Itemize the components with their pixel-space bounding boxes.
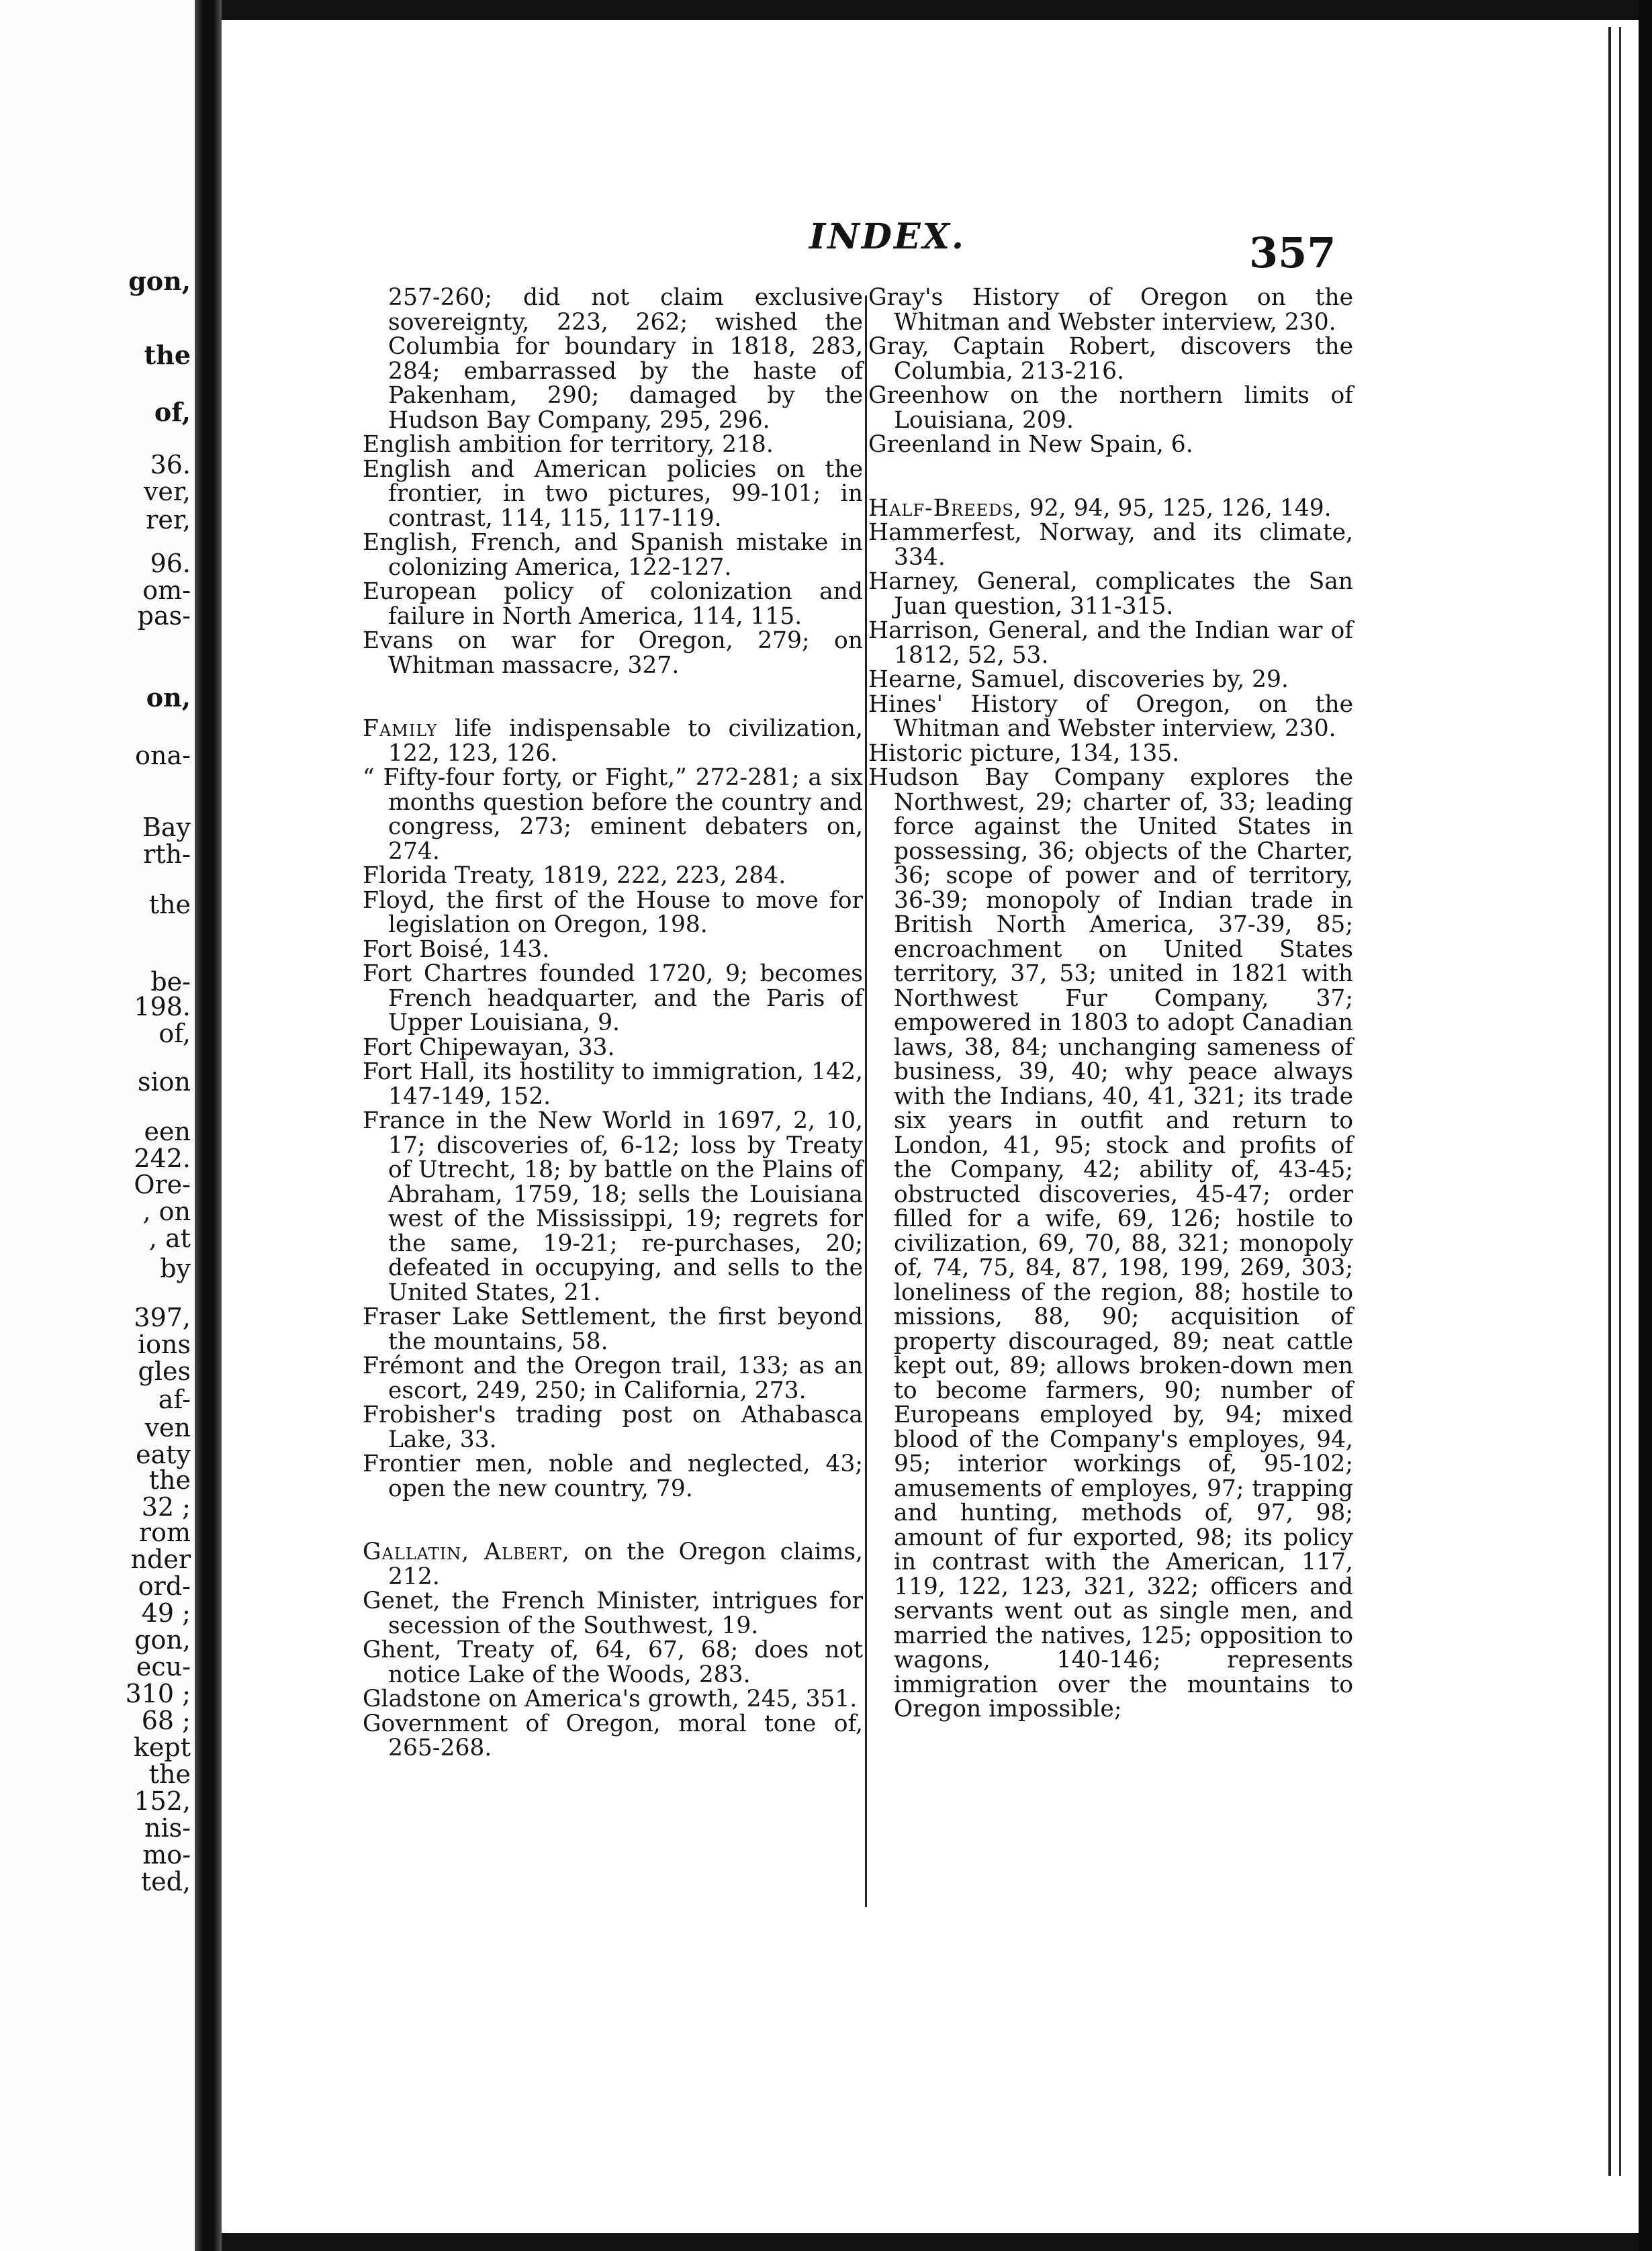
- facing-page-text-fragment: pas-: [137, 601, 191, 631]
- index-entry: Gray, Captain Robert, discovers the Columbia, 213-216.: [868, 333, 1353, 385]
- facing-page-text-fragment: kept: [133, 1733, 191, 1762]
- facing-page-text-fragment: 32 ;: [141, 1492, 191, 1522]
- index-entry: Ghent, Treaty of, 64, 67, 68; does not notice Lake of the Woods, 283.: [363, 1637, 863, 1688]
- facing-page-text-fragment: ecu-: [136, 1652, 191, 1682]
- running-header: INDEX.: [809, 216, 966, 257]
- facing-page-text-fragment: by: [160, 1254, 191, 1283]
- index-entry: Fort Chartres founded 1720, 9; becomes French headquarter, and the Paris of Upper Louisiana, 9.: [363, 960, 863, 1036]
- scan-border-bottom: [222, 2233, 1639, 2251]
- page-number: 357: [1249, 228, 1336, 277]
- facing-page-text-fragment: of,: [154, 397, 191, 427]
- facing-page-text-fragment: rth-: [143, 839, 191, 869]
- index-entry: European policy of colonization and failure in North America, 114, 115.: [363, 578, 863, 630]
- index-entry: Frémont and the Oregon trail, 133; as an escort, 249, 250; in California, 273.: [363, 1352, 863, 1404]
- index-entry: Hammerfest, Norway, and its climate, 334.: [868, 519, 1353, 571]
- facing-page-text-fragment: Ore-: [134, 1170, 191, 1199]
- facing-page-text-fragment: 242.: [134, 1144, 191, 1173]
- facing-page-text-fragment: gon,: [134, 1625, 191, 1655]
- index-entry: Historic picture, 134, 135.: [868, 739, 1180, 767]
- facing-page-text-fragment: een: [144, 1117, 191, 1146]
- facing-page-text-fragment: 49 ;: [141, 1598, 191, 1628]
- index-entry: English ambition for territory, 218.: [363, 431, 774, 458]
- facing-page-text-fragment: the: [148, 890, 191, 919]
- facing-page-text-fragment: 36.: [150, 450, 191, 479]
- facing-page-fragment: [0, 0, 195, 2251]
- index-entry: Genet, the French Minister, intrigues for secession of the Southwest, 19.: [363, 1588, 863, 1639]
- index-entry: English and American policies on the frontier, in two pictures, 99-101; in contrast, 114, 115, 117-119.: [363, 455, 863, 532]
- index-entry: Harrison, General, and the Indian war of 1812, 52, 53.: [868, 617, 1353, 669]
- index-entry: Harney, General, complicates the San Juan question, 311-315.: [868, 568, 1353, 620]
- index-entry: Government of Oregon, moral tone of, 265-268.: [363, 1710, 863, 1761]
- book-binding: [195, 0, 222, 2251]
- facing-page-text-fragment: be-: [150, 967, 191, 997]
- index-entry: Gladstone on America's growth, 245, 351.: [363, 1686, 858, 1712]
- facing-page-text-fragment: nis-: [144, 1813, 191, 1843]
- facing-page-text-fragment: Bay: [142, 813, 191, 842]
- small-caps-lead: Family: [363, 715, 438, 742]
- letter-group-gap: [868, 457, 1353, 496]
- index-entry: Floyd, the first of the House to move for legislation on Oregon, 198.: [363, 886, 863, 938]
- index-entry: Fort Boisé, 143.: [363, 935, 550, 963]
- index-entry: Gallatin, Albert, on the Oregon claims, 212.: [363, 1538, 863, 1590]
- index-entry: Frobisher's trading post on Athabasca Lake, 33.: [363, 1402, 863, 1453]
- column-divider: [865, 295, 867, 1907]
- index-entry: Family life indispensable to civilization, 122, 123, 126.: [363, 715, 863, 767]
- small-caps-lead: Gallatin, Albert,: [363, 1538, 570, 1565]
- index-entry: Evans on war for Oregon, 279; on Whitman massacre, 327.: [363, 627, 863, 679]
- facing-page-text-fragment: ions: [137, 1330, 191, 1359]
- facing-page-text-fragment: 152,: [134, 1786, 191, 1816]
- facing-page-text-fragment: ven: [144, 1413, 191, 1442]
- facing-page-text-fragment: af-: [158, 1385, 191, 1414]
- facing-page-text-fragment: 96.: [150, 549, 191, 578]
- index-entry: “ Fifty-four forty, or Fight,” 272-281; a six months question before the country and congress, 273; eminent debaters on, 274.: [363, 764, 863, 865]
- index-entry: Hudson Bay Company explores the Northwest, 29; charter of, 33; leading force against the United States in possessing, 36; objects of the Charter, 36; scope of power and of territory, 36-39; monopoly of Indian trade in British North America, 37-39, 85; encroachment on United States territory, 37, 53; united in 1821 with Northwest Fur Company, 37; empowered in 1803 to adopt Canadian laws, 38, 84; unchanging sameness of business, 39, 40; why peace always with the Indians, 40, 41, 321; its trade six years in outfit and return to London, 41, 95; stock and profits of the Company, 42; ability of, 43-45; obstructed discoveries, 45-47; order filled for a wife, 69, 126; hostile to civilization, 69, 70, 88, 321; monopoly of, 74, 75, 84, 87, 198, 199, 269, 303; loneliness of the region, 88; hostile to missions, 88, 90; acquisition of property discouraged, 89; neat cattle kept out, 89; allows broken-down men to become farmers, 90; number of Europeans employed by, 94; mixed blood of the Company's employes, 94, 95; interior workings of, 95-102; amusements of employes, 97; trapping and hunting, methods of, 97, 98; amount of fur exported, 98; its policy in contrast with the American, 117, 119, 122, 123, 321, 322; officers and servants went out as single men, and married the natives, 125; opposition to wagons, 140-146; represents immigration over the mountains to Oregon impossible;: [868, 764, 1353, 1722]
- index-entry: France in the New World in 1697, 2, 10, 17; discoveries of, 6-12; loss by Treaty of Utrecht, 18; by battle on the Plains of Abraham, 1759, 18; sells the Louisiana west of the Mississippi, 19; regrets for the same, 19-21; re-purchases, 20; defeated in occupying, and sells to the United States, 21.: [363, 1107, 863, 1306]
- index-entry: Greenhow on the northern limits of Louisiana, 209.: [868, 382, 1353, 434]
- facing-page-text-fragment: gles: [138, 1357, 191, 1386]
- small-caps-lead: Half-Breeds,: [868, 494, 1022, 522]
- index-column-left: [363, 285, 863, 1761]
- scan-border-right: [1639, 0, 1652, 2251]
- index-entry: Half-Breeds, 92, 94, 95, 125, 126, 149.: [868, 494, 1332, 522]
- facing-page-text-fragment: the: [144, 340, 191, 370]
- facing-page-text-fragment: ted,: [140, 1867, 191, 1896]
- facing-page-text-fragment: , on: [142, 1197, 191, 1226]
- index-entry: Gray's History of Oregon on the Whitman and Webster interview, 230.: [868, 284, 1353, 336]
- index-entry: Hearne, Samuel, discoveries by, 29.: [868, 666, 1289, 693]
- index-entry: Fort Chipewayan, 33.: [363, 1033, 615, 1061]
- index-entry: Frontier men, noble and neglected, 43; open the new country, 79.: [363, 1451, 863, 1502]
- page-edge: [1608, 27, 1621, 2176]
- scan-border-top: [222, 0, 1639, 20]
- index-column-right: [868, 285, 1353, 1722]
- index-entry: Hines' History of Oregon, on the Whitman and Webster interview, 230.: [868, 690, 1353, 742]
- facing-page-text-fragment: rer,: [146, 505, 191, 535]
- facing-page-text-fragment: , at: [148, 1224, 191, 1253]
- index-entry: Florida Treaty, 1819, 222, 223, 284.: [363, 862, 786, 889]
- index-entry: Greenland in New Spain, 6.: [868, 431, 1193, 458]
- facing-page-text-fragment: 68 ;: [141, 1706, 191, 1735]
- facing-page-text-fragment: 397,: [134, 1303, 191, 1332]
- index-entry: Fraser Lake Settlement, the first beyond the mountains, 58.: [363, 1303, 863, 1355]
- facing-page-text-fragment: 198.: [134, 992, 191, 1021]
- facing-page-text-fragment: 310 ;: [125, 1679, 191, 1708]
- facing-page-text-fragment: ver,: [143, 477, 191, 506]
- index-entry: 257-260; did not claim exclusive sovereignty, 223, 262; wished the Columbia for boundary in 1818, 283, 284; embarrassed by the haste of Pakenham, 290; damaged by the Hudson Bay Company, 295, 296.: [388, 284, 863, 434]
- letter-group-gap: [363, 1501, 863, 1540]
- index-entry: Fort Hall, its hostility to immigration, 142, 147-149, 152.: [363, 1058, 863, 1110]
- facing-page-text-fragment: rom: [138, 1518, 191, 1547]
- facing-page-text-fragment: nder: [130, 1545, 191, 1574]
- facing-page-text-fragment: of,: [158, 1019, 191, 1048]
- letter-group-gap: [363, 678, 863, 717]
- facing-page-text-fragment: om-: [142, 576, 191, 605]
- facing-page-text-fragment: the: [148, 1465, 191, 1495]
- facing-page-text-fragment: eaty: [136, 1440, 191, 1469]
- facing-page-text-fragment: sion: [137, 1067, 191, 1097]
- facing-page-text-fragment: mo-: [142, 1840, 191, 1870]
- facing-page-text-fragment: on,: [146, 682, 191, 713]
- index-entry: English, French, and Spanish mistake in colonizing America, 122-127.: [363, 529, 863, 581]
- facing-page-text-fragment: the: [148, 1759, 191, 1789]
- facing-page-text-fragment: ona-: [135, 741, 191, 770]
- facing-page-text-fragment: ord-: [138, 1571, 191, 1601]
- facing-page-text-fragment: gon,: [128, 266, 191, 296]
